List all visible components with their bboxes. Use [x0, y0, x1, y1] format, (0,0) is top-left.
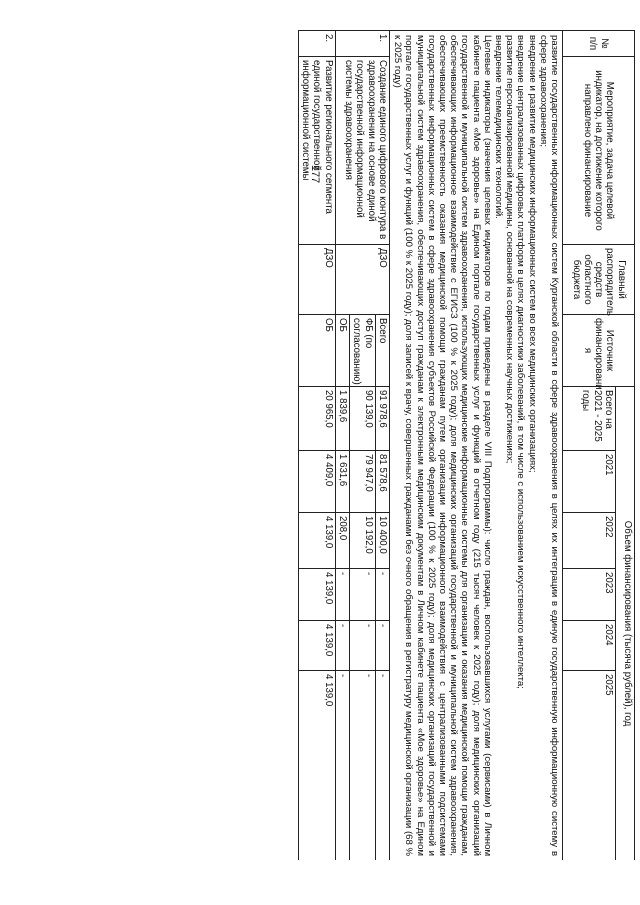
- year-2025-cell: -: [335, 671, 349, 861]
- description-line: внедрение централизованных цифровых платформ в целях диагностики заболеваний, в том числе с использованием искусственного интеллекта;: [515, 35, 527, 689]
- total-cell: 20 965,0: [298, 387, 335, 451]
- row-number: 1.: [335, 31, 389, 57]
- year-2023-cell: 4 139,0: [298, 569, 335, 621]
- description-line: внедрение телемедицинских технологий.: [492, 35, 504, 219]
- year-2021-cell: 1 631,6: [335, 451, 349, 513]
- year-2024-cell: -: [375, 621, 389, 671]
- year-2022-cell: 10 192,0: [350, 513, 376, 569]
- year-2021-cell: 79 947,0: [350, 451, 376, 513]
- activity-name: Развитие регионального сегмента единой государственной информационной системы: [298, 57, 335, 245]
- manager-cell: ДЗО: [335, 245, 389, 315]
- source-cell: Всего: [375, 315, 389, 387]
- description-line: развитие государственных информационных систем Курганской области в сфере здравоохранения в целях их интеграции в единую государственную информационную систему в сфере здравоохранения;: [537, 35, 560, 857]
- year-2022-cell: 10 400,0: [375, 513, 389, 569]
- year-2021-cell: 4 409,0: [298, 451, 335, 513]
- year-2025-cell: -: [350, 671, 376, 861]
- header-manager: Главный распорядитель средств областного бюджета: [563, 245, 635, 315]
- year-2024-cell: -: [335, 621, 349, 671]
- source-cell: ОБ: [298, 315, 335, 387]
- header-year-2024: 2024: [563, 621, 616, 671]
- year-2025-cell: -: [375, 671, 389, 861]
- row-number: 2.: [298, 31, 335, 57]
- target-indicators-text: Целевые индикаторы (значения целевых индикаторов по годам приведены в разделе VIII Подпрограммы): число граждан, воспользовавшихся услугами (сервисами) в Личном кабинете пациента «Мое здоровье» на Едином портале государственных услуг и функций в отчетном году (215 тысяч человек к 2025 году); доля медицинских организаций государственной и муниципальной систем здравоохранения, использующих медицинские информационные системы для организации и оказания медицинской помощи гражданам, обеспечивающих информационное взаимодействие с ЕГИСЗ (100 % к 2025 году); доля медицинских организаций государственной и муниципальной систем здравоохранения, обеспечивающих преемственность оказания медицинской помощи гражданам путем организации информационного взаимодействия с централизованными подсистемами государственных информационных систем в сфере здравоохранения субъектов Российской Федерации (100 % к 2025 году); доля медицинских организаций государственной и муниципальной систем здравоохранения, обеспечивающих доступ гражданам к электронным медицинским документам в Личном кабинете пациента «Мое здоровье» на Едином портале государственных услуг и функций (100 % к 2025 году); доля записей к врачу, совершенных гражданами без очного обращения в регистратуру медицинской организации (68 % к 2025 году): [392, 35, 493, 857]
- header-year-2022: 2022: [563, 513, 616, 569]
- manager-cell: ДЗО: [298, 245, 335, 315]
- source-cell: ОБ: [335, 315, 349, 387]
- activity-name: Создание единого цифрового контура в здравоохранении на основе единой государственной информационной системы здравоохранения: [335, 57, 389, 245]
- header-year-2021: 2021: [563, 451, 616, 513]
- description-cell: [389, 31, 562, 861]
- header-year-2025: 2025: [563, 671, 616, 861]
- financing-table: [298, 30, 635, 860]
- table-row: [298, 31, 335, 861]
- financing-table-wrapper: [115, 30, 635, 860]
- rotated-page: [115, 30, 635, 860]
- header-num: № п/п: [563, 31, 635, 57]
- header-year-2023: 2023: [563, 569, 616, 621]
- year-2023-cell: -: [335, 569, 349, 621]
- table-row: [375, 31, 389, 861]
- year-2022-cell: 208,0: [335, 513, 349, 569]
- source-cell: ФБ (по согласованию): [350, 315, 376, 387]
- year-2021-cell: 81 578,6: [375, 451, 389, 513]
- year-2024-cell: -: [350, 621, 376, 671]
- year-2025-cell: 4 139,0: [298, 671, 335, 861]
- header-activity: Мероприятие, задача целевой индикатор, на достижение которого направлено финансирование: [563, 57, 635, 245]
- description-line: развитие персонализированной медицины, основанной на современных научных достижениях;: [504, 35, 516, 464]
- total-cell: 1 839,6: [335, 387, 349, 451]
- page-number: 177: [308, 164, 321, 184]
- description-line: внедрение и развитие медицинских информационных систем во всех медицинских организациях;: [526, 35, 538, 473]
- description-row: [389, 31, 562, 861]
- header-financing: Объем финансирования (тысяча рублей), год: [616, 387, 635, 861]
- total-cell: 91 978,6: [375, 387, 389, 451]
- total-cell: 90 139,0: [350, 387, 376, 451]
- year-2022-cell: 4 139,0: [298, 513, 335, 569]
- header-source: Источник финансировани я: [563, 315, 635, 387]
- year-2023-cell: -: [375, 569, 389, 621]
- header-total: Всего на 2021 - 2025 годы: [563, 387, 616, 451]
- year-2024-cell: 4 139,0: [298, 621, 335, 671]
- year-2023-cell: -: [350, 569, 376, 621]
